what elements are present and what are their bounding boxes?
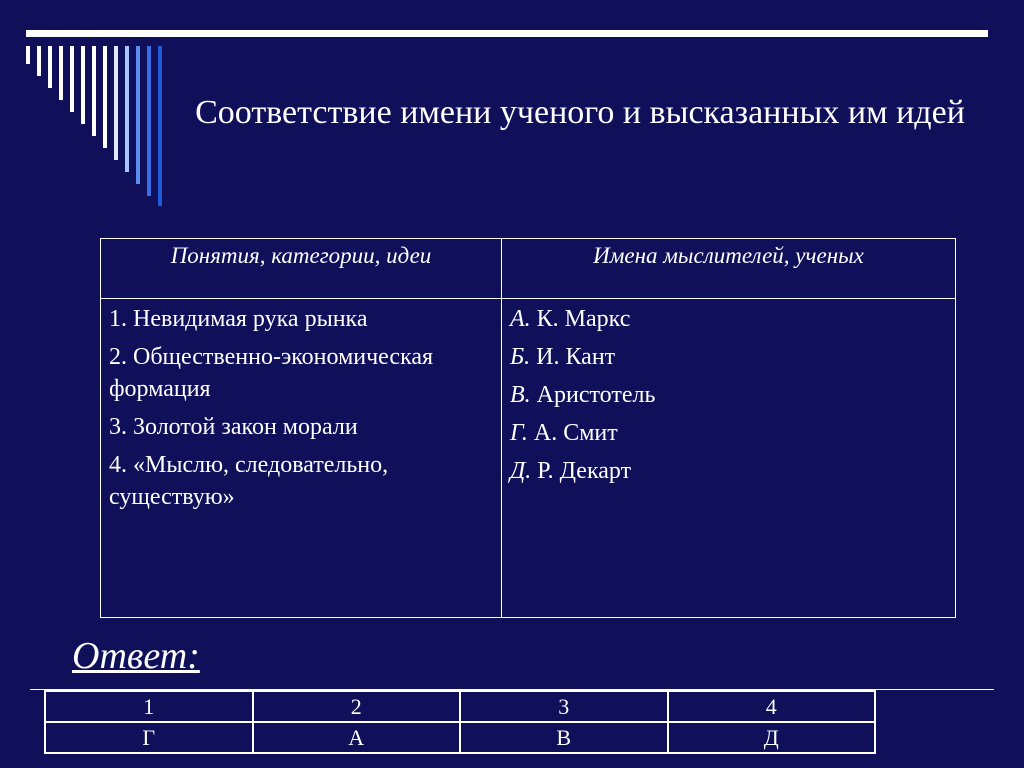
item-name: Р. Декарт: [531, 458, 632, 484]
item-name: А. Смит: [527, 420, 618, 446]
list-item: [510, 341, 947, 373]
answer-number: 3: [460, 691, 668, 722]
answer-letter: А: [253, 722, 461, 753]
item-name: Аристотель: [530, 382, 656, 408]
answer-number: 2: [253, 691, 461, 722]
item-name: К. Маркс: [530, 306, 631, 332]
top-rule: [26, 30, 988, 37]
answer-table: [44, 690, 876, 754]
item-letter: Б.: [510, 344, 531, 370]
list-item: [510, 455, 947, 487]
matching-table: [100, 238, 956, 618]
list-item: [510, 303, 947, 335]
slide-title: Соответствие имени ученого и высказанных им идей: [195, 94, 965, 131]
list-item: 1. Невидимая рука рынка: [109, 306, 368, 332]
item-letter: В.: [510, 382, 531, 408]
list-item: 2. Общественно-экономическая формация: [109, 344, 434, 402]
decorative-stripes: [26, 46, 176, 216]
list-item: 4. «Мыслю, следовательно, существую»: [109, 452, 389, 510]
item-letter: Д.: [510, 458, 532, 484]
list-item: [510, 379, 947, 411]
item-letter: А.: [510, 306, 531, 332]
answer-number: 4: [668, 691, 876, 722]
table-header-row: [101, 239, 956, 299]
item-name: И. Кант: [530, 344, 616, 370]
answer-letters-row: [45, 722, 875, 753]
concepts-cell: [101, 299, 502, 618]
list-item: 3. Золотой закон морали: [109, 414, 358, 440]
answer-letter: Д: [668, 722, 876, 753]
table-body-row: [101, 299, 956, 618]
answer-letter: В: [460, 722, 668, 753]
answer-numbers-row: [45, 691, 875, 722]
list-item: [510, 417, 947, 449]
thinkers-cell: [502, 299, 956, 618]
header-concepts: Понятия, категории, идеи: [101, 239, 502, 299]
answer-letter: Г: [45, 722, 253, 753]
answer-number: 1: [45, 691, 253, 722]
header-thinkers: Имена мыслителей, ученых: [502, 239, 956, 299]
answer-label: Ответ:: [72, 635, 200, 677]
item-letter: Г.: [510, 420, 528, 446]
